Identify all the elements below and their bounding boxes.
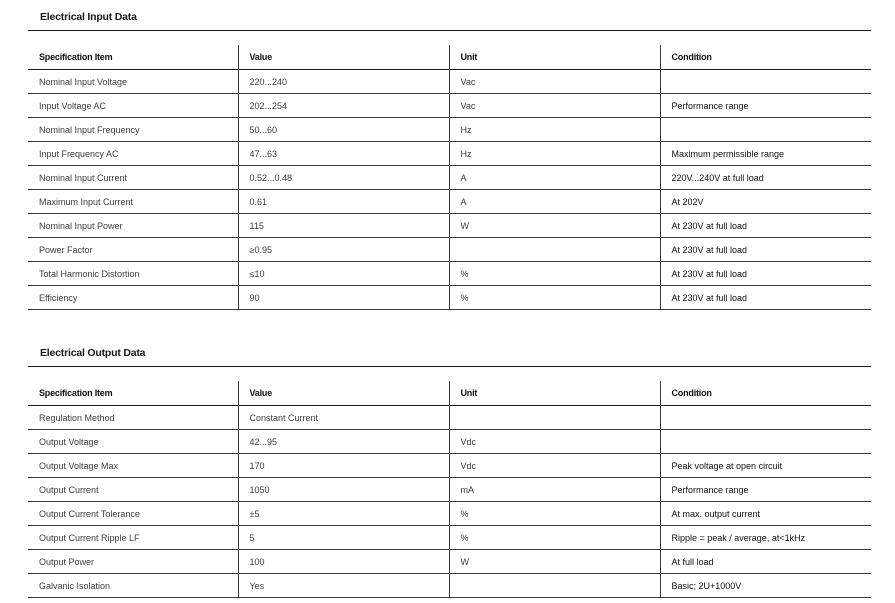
input-section-title: Electrical Input Data: [40, 11, 137, 23]
header-spec-item: Specification Item: [28, 45, 238, 70]
cell-spec-item: Nominal Input Voltage: [28, 70, 238, 94]
cell-value: 5: [238, 526, 449, 550]
cell-value: 220...240: [238, 70, 449, 94]
cell-unit: Vac: [449, 70, 660, 94]
table-row: [28, 118, 871, 142]
cell-spec-item: Total Harmonic Distortion: [28, 262, 238, 286]
cell-unit: %: [449, 262, 660, 286]
cell-condition: Ripple = peak / average, at<1kHz: [660, 526, 871, 550]
cell-condition: [660, 118, 871, 142]
table-row: [28, 70, 871, 94]
cell-unit: Hz: [449, 142, 660, 166]
cell-value: ≤10: [238, 262, 449, 286]
cell-value: 1050: [238, 478, 449, 502]
cell-unit: Vdc: [449, 430, 660, 454]
cell-unit: %: [449, 286, 660, 310]
cell-value: ±5: [238, 502, 449, 526]
cell-unit: %: [449, 526, 660, 550]
table-row: [28, 406, 871, 430]
table-row: [28, 214, 871, 238]
cell-spec-item: Output Current Tolerance: [28, 502, 238, 526]
table-row: [28, 190, 871, 214]
cell-unit: [449, 406, 660, 430]
cell-value: 202...254: [238, 94, 449, 118]
cell-value: 115: [238, 214, 449, 238]
cell-value: 90: [238, 286, 449, 310]
cell-spec-item: Input Frequency AC: [28, 142, 238, 166]
cell-unit: W: [449, 214, 660, 238]
table-row: [28, 238, 871, 262]
cell-spec-item: Output Voltage Max: [28, 454, 238, 478]
table-row: [28, 142, 871, 166]
cell-value: Yes: [238, 574, 449, 598]
header-condition: Condition: [660, 381, 871, 406]
cell-condition: At 202V: [660, 190, 871, 214]
header-unit: Unit: [449, 381, 660, 406]
cell-unit: A: [449, 166, 660, 190]
table-header-row: [28, 381, 871, 406]
cell-spec-item: Output Voltage: [28, 430, 238, 454]
cell-spec-item: Regulation Method: [28, 406, 238, 430]
cell-condition: 220V...240V at full load: [660, 166, 871, 190]
cell-unit: mA: [449, 478, 660, 502]
output-section-rule: [28, 366, 871, 367]
cell-value: 50...60: [238, 118, 449, 142]
cell-unit: %: [449, 502, 660, 526]
table-row: [28, 526, 871, 550]
cell-condition: Basic; 2U+1000V: [660, 574, 871, 598]
cell-spec-item: Nominal Input Power: [28, 214, 238, 238]
header-value: Value: [238, 45, 449, 70]
cell-condition: Peak voltage at open circuit: [660, 454, 871, 478]
cell-condition: At 230V at full load: [660, 238, 871, 262]
cell-value: ≥0.95: [238, 238, 449, 262]
cell-spec-item: Output Current: [28, 478, 238, 502]
cell-value: 47...63: [238, 142, 449, 166]
cell-spec-item: Input Voltage AC: [28, 94, 238, 118]
cell-spec-item: Output Current Ripple LF: [28, 526, 238, 550]
cell-condition: At 230V at full load: [660, 262, 871, 286]
input-spec-table: [28, 45, 871, 310]
table-row: [28, 454, 871, 478]
cell-unit: A: [449, 190, 660, 214]
cell-value: 0.61: [238, 190, 449, 214]
cell-unit: W: [449, 550, 660, 574]
table-row: [28, 262, 871, 286]
header-value: Value: [238, 381, 449, 406]
cell-condition: At 230V at full load: [660, 214, 871, 238]
cell-spec-item: Nominal Input Current: [28, 166, 238, 190]
table-row: [28, 94, 871, 118]
cell-spec-item: Nominal Input Frequency: [28, 118, 238, 142]
header-unit: Unit: [449, 45, 660, 70]
cell-condition: At 230V at full load: [660, 286, 871, 310]
table-row: [28, 502, 871, 526]
cell-spec-item: Output Power: [28, 550, 238, 574]
output-spec-table: [28, 381, 871, 598]
cell-value: 0.52...0.48: [238, 166, 449, 190]
cell-spec-item: Galvanic Isolation: [28, 574, 238, 598]
cell-condition: Performance range: [660, 478, 871, 502]
header-condition: Condition: [660, 45, 871, 70]
header-spec-item: Specification Item: [28, 381, 238, 406]
cell-spec-item: Efficiency: [28, 286, 238, 310]
cell-condition: At full load: [660, 550, 871, 574]
table-row: [28, 430, 871, 454]
cell-condition: At max. output current: [660, 502, 871, 526]
table-row: [28, 286, 871, 310]
cell-condition: Maximum permissible range: [660, 142, 871, 166]
cell-unit: Vac: [449, 94, 660, 118]
table-header-row: [28, 45, 871, 70]
cell-value: 170: [238, 454, 449, 478]
table-row: [28, 574, 871, 598]
table-row: [28, 166, 871, 190]
input-section-rule: [28, 30, 871, 31]
cell-spec-item: Maximum Input Current: [28, 190, 238, 214]
table-row: [28, 550, 871, 574]
cell-condition: [660, 430, 871, 454]
table-row: [28, 478, 871, 502]
cell-unit: Hz: [449, 118, 660, 142]
cell-unit: [449, 574, 660, 598]
cell-condition: [660, 406, 871, 430]
cell-unit: [449, 238, 660, 262]
cell-unit: Vdc: [449, 454, 660, 478]
cell-value: 42...95: [238, 430, 449, 454]
output-section-title: Electrical Output Data: [40, 347, 146, 359]
cell-value: 100: [238, 550, 449, 574]
cell-spec-item: Power Factor: [28, 238, 238, 262]
cell-condition: Performance range: [660, 94, 871, 118]
cell-condition: [660, 70, 871, 94]
cell-value: Constant Current: [238, 406, 449, 430]
